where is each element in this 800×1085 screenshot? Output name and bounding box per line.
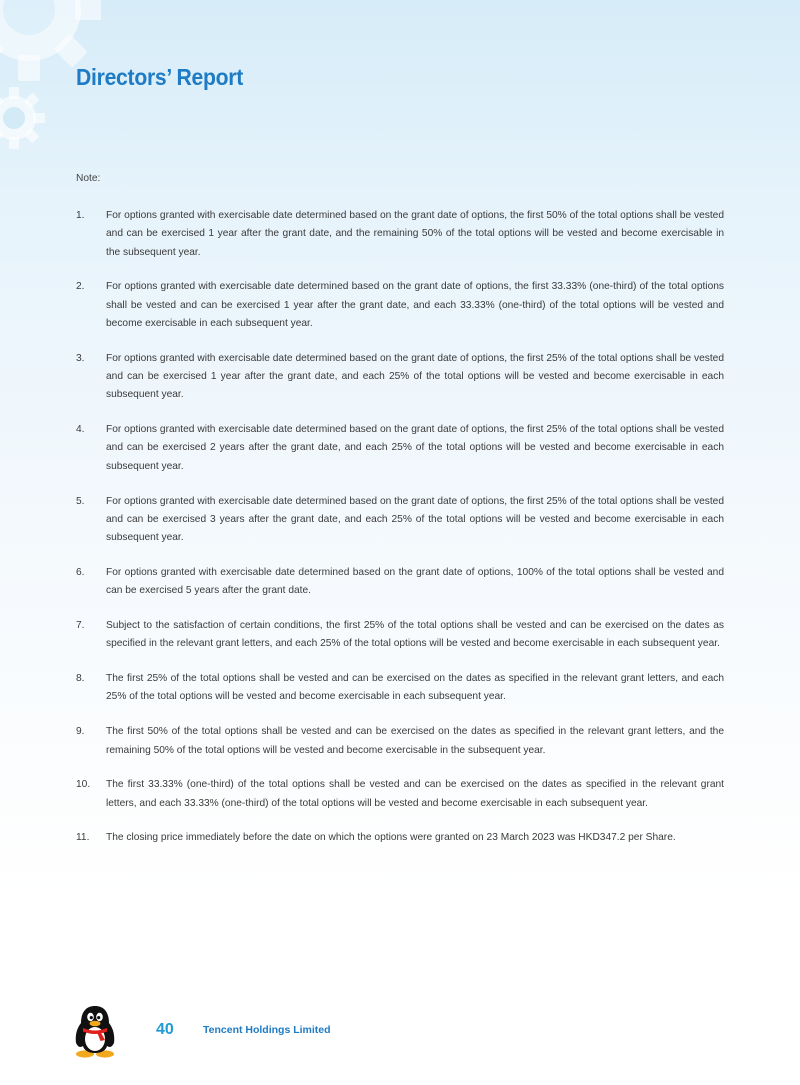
small-gear-decoration-icon [0, 86, 46, 150]
note-item-10 [76, 776, 724, 813]
page-number: 40 [156, 1021, 174, 1038]
note-text: For options granted with exercisable date determined based on the grant date of options, the first 25% of the total options shall be vested and can be exercised 2 years after the grant date, and each 25% of the total options will be vested and become exercisable in each subsequent year. [106, 424, 724, 472]
note-number: 11. [76, 832, 90, 844]
note-text: The closing price immediately before the date on which the options were granted on 23 March 2023 was HKD347.2 per Share. [106, 832, 676, 844]
note-text: For options granted with exercisable date determined based on the grant date of options, the first 25% of the total options shall be vested and can be exercised 3 years after the grant date, and each 25% of the total options will be vested and become exercisable in each subsequent year. [106, 495, 724, 544]
note-number: 10. [76, 779, 91, 791]
note-label: Note: [76, 173, 101, 184]
note-number: 3. [76, 352, 85, 364]
note-item-5 [76, 493, 724, 548]
note-number: 7. [76, 620, 85, 632]
note-number: 2. [76, 281, 85, 293]
notes-list [76, 207, 724, 864]
note-item-1 [76, 207, 724, 262]
note-number: 6. [76, 566, 85, 578]
note-text: The first 33.33% (one-third) of the total options shall be vested and can be exercised on the dates as specified in the relevant grant letters, and each 33.33% (one-third) of the total options will be vested and become exercisable in each subsequent year. [106, 779, 724, 809]
note-item-2 [76, 278, 724, 333]
note-number: 5. [76, 495, 85, 507]
note-text: For options granted with exercisable date determined based on the grant date of options, the first 33.33% (one-third) of the total options shall be vested and can be exercised 1 year after the grant date, and each 33.33% (one-third) of the total options will be vested and become exercisable in each subsequent year. [106, 281, 724, 329]
note-number: 1. [76, 210, 85, 221]
page-title: Directors’ Report [76, 64, 243, 90]
note-text: The first 25% of the total options shall be vested and can be exercised on the dates as specified in the relevant grant letters, and each 25% of the total options will be vested and become exercisable in each subsequent year. [106, 673, 724, 703]
note-number: 9. [76, 726, 85, 738]
note-item-7 [76, 617, 724, 654]
note-item-6 [76, 564, 724, 601]
company-name: Tencent Holdings Limited [203, 1024, 331, 1036]
note-text: Subject to the satisfaction of certain conditions, the first 25% of the total options shall be vested and can be exercised on the dates as specified in the relevant grant letters, and each 25% of the total options will be vested and become exercisable in each subsequent year. [106, 620, 724, 650]
note-item-11 [76, 829, 724, 847]
note-text: For options granted with exercisable date determined based on the grant date of options, the first 25% of the total options shall be vested and can be exercised 1 year after the grant date, and each 25% of the total options will be vested and become exercisable in each subsequent year. [106, 352, 724, 401]
qq-penguin-icon [74, 1004, 116, 1058]
note-number: 8. [76, 673, 85, 685]
note-number: 4. [76, 424, 85, 436]
note-item-8 [76, 670, 724, 707]
note-item-9 [76, 723, 724, 760]
note-text: The first 50% of the total options shall be vested and can be exercised on the dates as specified in the relevant grant letters, and the remaining 50% of the total options will be vested and become exercisable in the subsequent year. [106, 726, 724, 756]
note-item-3 [76, 350, 724, 405]
note-text: For options granted with exercisable date determined based on the grant date of options, 100% of the total options shall be vested and can be exercised 5 years after the grant date. [106, 566, 724, 597]
note-item-4 [76, 421, 724, 476]
note-text: For options granted with exercisable date determined based on the grant date of options, the first 50% of the total options shall be vested and can be exercised 1 year after the grant date, and the remaining 50% of the total options will be vested and become exercisable in the subsequent year. [106, 210, 724, 258]
